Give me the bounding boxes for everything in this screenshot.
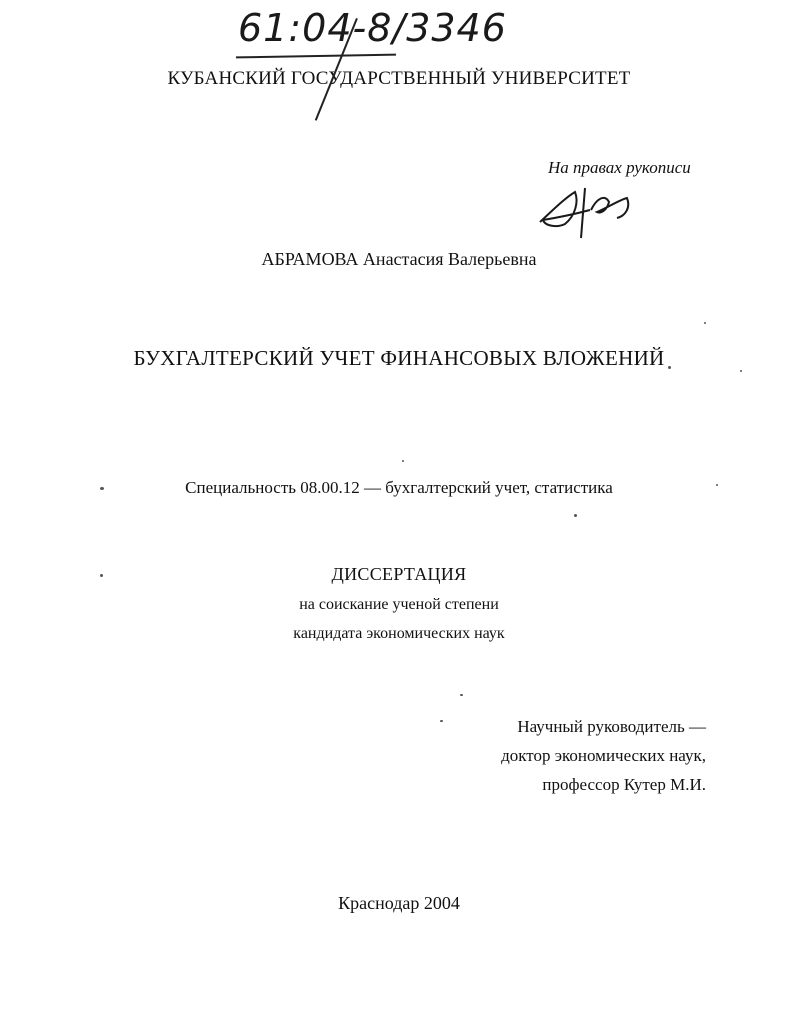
scan-speck — [100, 574, 103, 577]
archive-code-underline — [236, 54, 396, 59]
scan-speck — [100, 487, 104, 490]
scan-speck — [704, 322, 706, 324]
scan-speck — [460, 694, 463, 696]
scan-speck — [402, 460, 404, 462]
manuscript-rights-note: На правах рукописи — [548, 158, 691, 177]
degree-line-2: кандидата экономических наук — [293, 625, 505, 642]
scan-speck — [668, 366, 671, 369]
scan-speck — [716, 484, 718, 486]
archive-code-handwritten: 61:04-8/3346 — [238, 6, 507, 50]
dissertation-title: БУХГАЛТЕРСКИЙ УЧЕТ ФИНАНСОВЫХ ВЛОЖЕНИЙ — [133, 346, 665, 370]
dissertation-heading: ДИССЕРТАЦИЯ — [331, 564, 467, 584]
supervisor-line-3: профессор Кутер М.И. — [542, 775, 706, 794]
supervisor-line-2: доктор экономических наук, — [501, 746, 706, 765]
specialty-line: Специальность 08.00.12 — бухгалтерский учет, статистика — [185, 478, 613, 497]
signature-icon — [535, 180, 645, 240]
supervisor-line-1: Научный руководитель — — [517, 717, 706, 736]
university-name: КУБАНСКИЙ ГОСУДАРСТВЕННЫЙ УНИВЕРСИТЕТ — [167, 68, 631, 89]
scan-speck — [574, 514, 577, 517]
scan-speck — [740, 370, 742, 372]
city-year: Краснодар 2004 — [338, 893, 460, 913]
author-name: АБРАМОВА Анастасия Валерьевна — [261, 249, 537, 269]
degree-line-1: на соискание ученой степени — [299, 596, 499, 613]
scan-speck — [440, 720, 443, 722]
